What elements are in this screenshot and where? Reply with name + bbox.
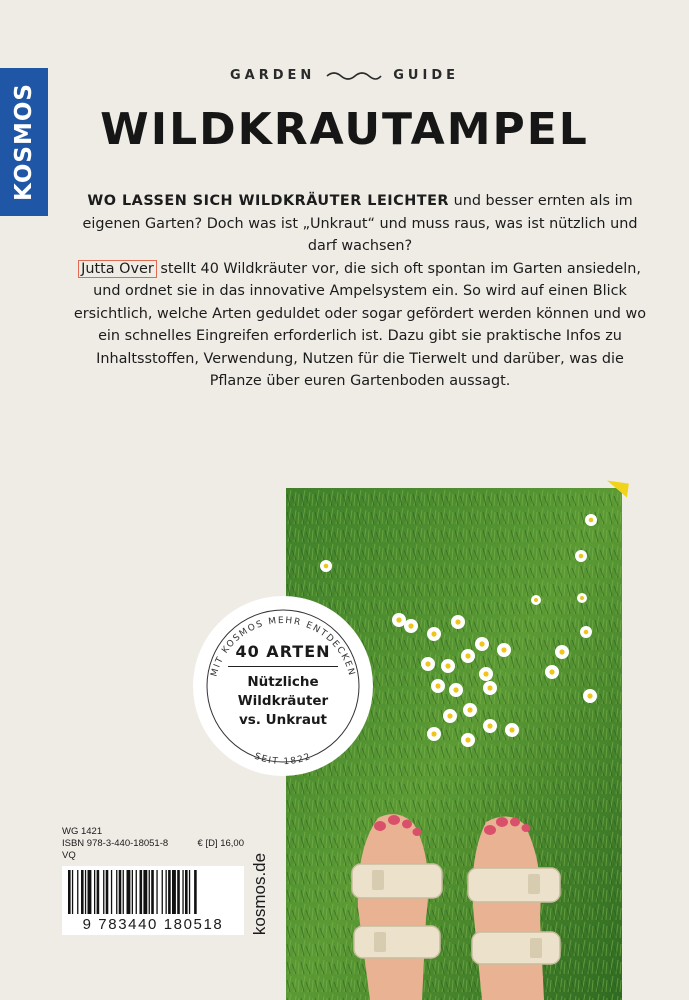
book-title: WILDKRAUTAMPEL	[100, 104, 589, 155]
seal-line-2: Wildkräuter	[237, 693, 329, 709]
barcode-bar	[136, 870, 137, 914]
blurb-text-2: stellt 40 Wildkräuter vor, die sich oft spontan im Garten ansiedeln, und ordnet sie in das innovative Ampelsystem ein. So wird auf einen Blick ersichtlich, welche Arten geduldet oder sogar gefördert werden können und wo ein schnelles Eingreifen erforderlich ist. Dazu gibt sie praktische Infos zu Inhaltsstoffen, Verwendung, Nutzen für die Tierwelt und darüber, was die Pflanze über euren Gartenboden aussagt.	[73, 260, 647, 389]
barcode-bar	[166, 870, 167, 914]
seal-line-3: vs. Unkraut	[238, 712, 328, 728]
isbn-text: ISBN 978-3-440-18051-8	[62, 838, 169, 849]
barcode-bar	[88, 870, 92, 914]
barcode-bar	[72, 870, 73, 914]
barcode-bar	[140, 870, 143, 914]
vq-text: VQ	[62, 850, 76, 861]
barcode-block	[62, 826, 274, 935]
seal-count: 40 ARTEN	[235, 642, 331, 661]
wave-ornament-icon	[325, 70, 383, 82]
barcode-bar	[162, 870, 163, 914]
barcode-bar	[127, 870, 131, 914]
feature-seal	[193, 596, 373, 776]
barcode-bars	[66, 870, 240, 914]
barcode-bar	[132, 870, 133, 914]
author-name[interactable]: Jutta Over	[81, 260, 154, 277]
barcode-bar	[143, 870, 147, 914]
barcode-bar	[194, 870, 197, 914]
barcode-bar	[116, 870, 117, 914]
barcode-bar	[123, 870, 124, 914]
barcode-bar	[149, 870, 150, 914]
barcode-bar	[151, 870, 154, 914]
barcode-bar	[94, 870, 95, 914]
barcode-bar	[111, 870, 112, 914]
seal-arc-bottom: SEIT 1822	[252, 751, 314, 768]
corner-marker-icon	[605, 481, 629, 498]
seal-line-1: Nützliche	[247, 674, 319, 690]
publisher-name: KOSMOS	[11, 83, 38, 201]
barcode-bar	[177, 870, 180, 914]
barcode-bar	[103, 870, 104, 914]
barcode-bar	[68, 870, 71, 914]
barcode-digits: 9 783440 180518	[82, 916, 224, 933]
barcode-bar	[77, 870, 78, 914]
product-code: WG 1421	[62, 826, 103, 837]
barcode-bar	[97, 870, 100, 914]
seal-arc-top: MIT KOSMOS MEHR ENTDECKEN	[209, 615, 357, 678]
barcode-bar	[119, 870, 122, 914]
series-label	[0, 68, 689, 83]
barcode-bar	[185, 870, 188, 914]
barcode-bar	[106, 870, 109, 914]
blurb-lead: WO LASSEN SICH WILDKRÄUTER LEICHTER	[87, 193, 449, 209]
blurb-text-1: und besser ernten als im eigenen Garten? Doch was ist „Unkraut“ und muss raus, was ist nützlich und darf wachsen?	[82, 193, 638, 254]
series-right: GUIDE	[393, 68, 460, 83]
barcode-bar	[182, 870, 183, 914]
barcode-bar	[189, 870, 190, 914]
website-url	[246, 826, 270, 966]
price-text: € [D] 16,00	[197, 838, 244, 849]
barcode-bar	[172, 870, 176, 914]
barcode-bar	[168, 870, 171, 914]
series-left: GARDEN	[229, 68, 316, 83]
website-text: kosmos.de	[250, 852, 269, 936]
barcode-bar	[81, 870, 84, 914]
blurb-text	[70, 190, 650, 393]
seal-divider	[228, 666, 338, 667]
barcode	[62, 866, 244, 935]
barcode-bar	[156, 870, 157, 914]
barcode-bar	[85, 870, 86, 914]
